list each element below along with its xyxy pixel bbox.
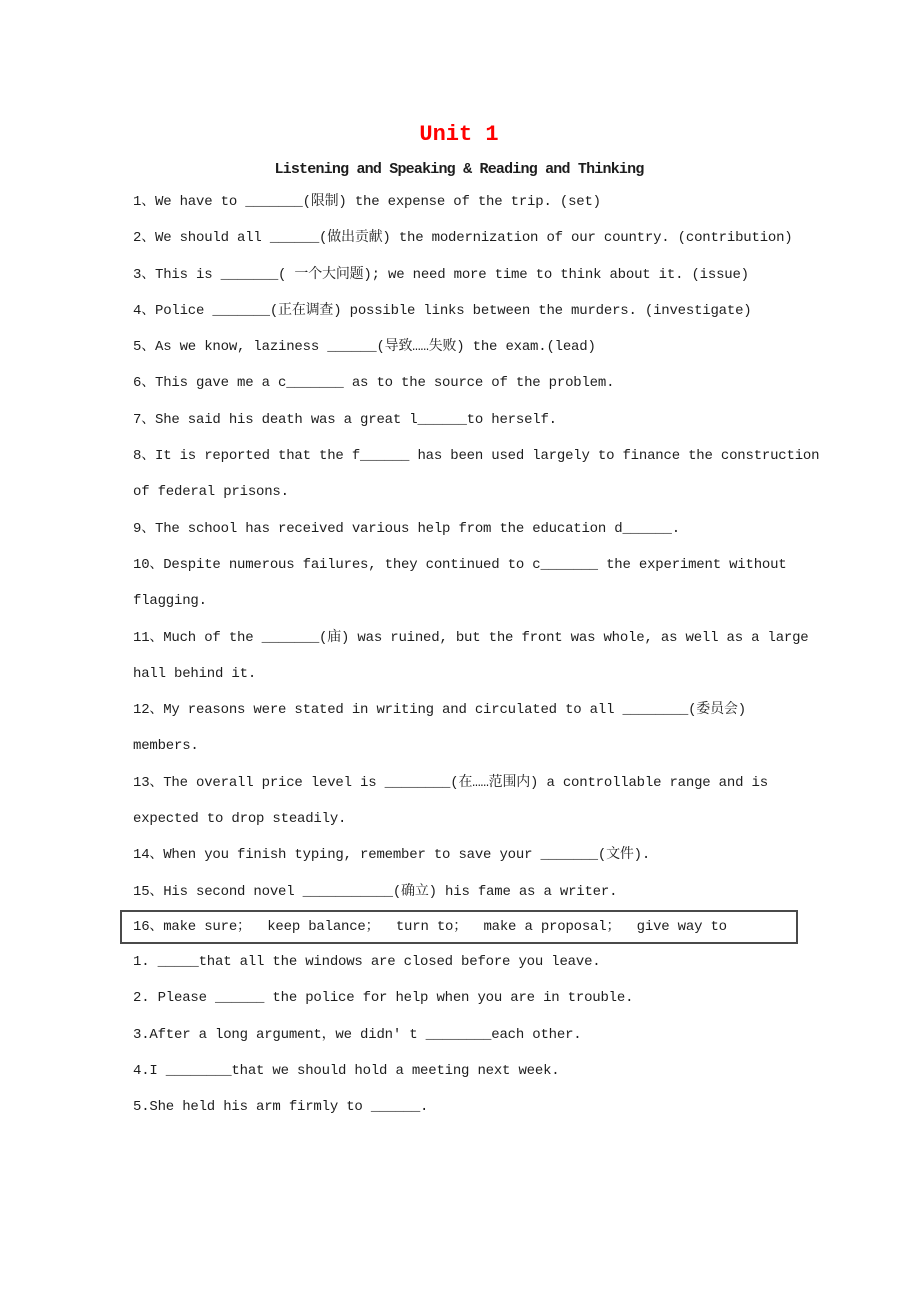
text-line: 9、The school has received various help from the education d______. (133, 520, 680, 537)
text-line: 3.After a long argument，we didn' t ________each other. (133, 1026, 582, 1043)
text-line: 11、Much of the _______(庙) was ruined, but the front was whole, as well as a large (133, 629, 809, 646)
text-line: 5、As we know, laziness ______(导致……失败) the exam.(lead) (133, 339, 596, 356)
text-line: 15、His second novel ___________(确立) his fame as a writer. (133, 883, 618, 900)
text-line: 13、The overall price level is ________(在……范围内) a controllable range and is (133, 774, 768, 791)
text-line: members. (133, 738, 199, 755)
text-line: 12、My reasons were stated in writing and circulated to all ________(委员会) (133, 702, 746, 719)
text-line: 3、This is _______( 一个大问题); we need more time to think about it. (issue) (133, 266, 749, 283)
text-line: 14、When you finish typing, remember to save your _______(文件). (133, 847, 651, 864)
text-line: 1. _____that all the windows are closed before you leave. (133, 953, 601, 970)
exercise2-lines (120, 944, 798, 1125)
text-line: 10、Despite numerous failures, they continued to c_______ the experiment without (133, 556, 787, 573)
text-line: 8、It is reported that the f______ has been used largely to finance the construction (133, 448, 820, 465)
text-line: expected to drop steadily. (133, 811, 347, 828)
word-bank-box: 16、make sure； keep balance； turn to； make a proposal； give way to (120, 910, 798, 944)
text-line: hall behind it. (133, 665, 257, 682)
text-line: 6、This gave me a c_______ as to the source of the problem. (133, 375, 615, 392)
text-line: 1、We have to _______(限制) the expense of the trip. (set) (133, 194, 601, 210)
page-subtitle: Listening and Speaking & Reading and Thinking (274, 161, 644, 178)
page-title: Unit 1 (419, 122, 499, 147)
text-line: 4、Police _______(正在调查) possible links between the murders. (investigate) (133, 302, 752, 319)
document-content (120, 0, 820, 1125)
text-line: 2、We should all ______(做出贡献) the modernization of our country. (contribution) (133, 230, 793, 247)
text-line: flagging. (133, 593, 207, 610)
exercise1-lines (120, 184, 820, 910)
text-line: 5.She held his arm firmly to ______. (133, 1099, 429, 1116)
text-line: 2. Please ______ the police for help when you are in trouble. (133, 990, 634, 1007)
text-line: 4.I ________that we should hold a meeting next week. (133, 1062, 560, 1079)
text-line: 7、She said his death was a great l______to herself. (133, 411, 557, 428)
text-line: of federal prisons. (133, 484, 289, 501)
